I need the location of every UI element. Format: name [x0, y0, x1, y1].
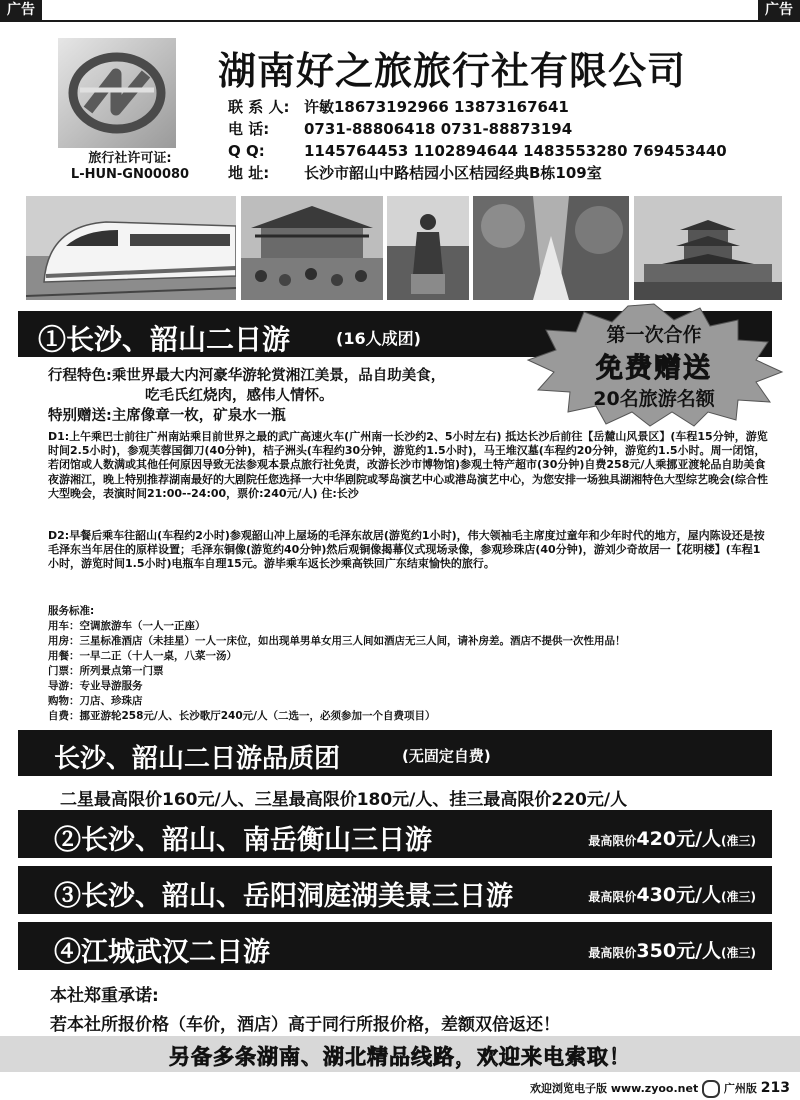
tour4-title: ④江城武汉二日游	[54, 937, 270, 968]
contact-qq	[228, 140, 727, 162]
services-title: 服务标准:	[48, 605, 95, 617]
top-divider	[0, 20, 800, 22]
tour2-title: ②长沙、韶山、南岳衡山三日游	[54, 825, 432, 856]
price-grade: (准三)	[721, 890, 756, 904]
price-grade: (准三)	[721, 946, 756, 960]
tour1-note: (16人成团)	[336, 329, 421, 348]
tour2-price	[588, 824, 756, 851]
promo-badge	[524, 302, 784, 428]
footer-edition: 广州版	[723, 1082, 757, 1095]
promo-line2: 免费赠送	[596, 353, 712, 384]
footer-browse: 欢迎浏览电子版	[530, 1082, 607, 1095]
tour2-header	[18, 810, 772, 858]
contact-value: 许敏18673192966 13873167641	[304, 98, 569, 116]
service-item: 自费：挪亚游轮258元/人、长沙歌厅240元/人（二选一，必须参加一个自费项目）	[48, 710, 436, 722]
price-label: 最高限价	[588, 946, 637, 960]
contact-person	[228, 96, 569, 118]
tour1-title: ①长沙、韶山二日游	[38, 323, 291, 356]
license-number: L-HUN-GN00080	[70, 167, 190, 182]
price-value: 350元/人	[636, 940, 722, 962]
service-item: 用房：三星标准酒店（未挂星）一人一床位，如出现单男单女用三人间如酒店无三人间，请补房差。酒店不提供一次性用品！	[48, 635, 626, 647]
contact-key: 地 址:	[228, 164, 270, 182]
logo-emblem-icon	[58, 38, 176, 148]
price-label: 最高限价	[588, 890, 637, 904]
bottom-banner-text: 另备多条湖南、湖北精品线路，欢迎来电索取！	[169, 1045, 631, 1069]
day2-label: D2:	[48, 529, 70, 542]
company-logo	[58, 38, 176, 148]
day2-text: 早餐后乘车往韶山(车程约2小时)参观韶山冲上屋场的毛泽东故居(游览约1小时)，伟大领袖毛主席度过童年和少年时代的地方，屋内陈设还是按毛泽东当年居住的原样设置；毛泽东铜像(游览约40分钟)然后观铜像揭幕仪式现场录像，参观珍珠店(40分钟)，游刘少奇故居一【花明楼】(车程1小时，游览时间1.5小时)电瓶车自理15元。游毕乘车返长沙乘高铁回广东结束愉快的旅行。	[48, 529, 765, 571]
service-item: 导游：专业导游服务	[48, 680, 143, 692]
quality-tour-header	[18, 730, 772, 776]
price-value: 420元/人	[636, 828, 722, 850]
quality-tour-note: (无固定自费)	[402, 747, 491, 765]
service-item: 门票：所列景点第一门票	[48, 665, 164, 677]
contact-key: 电 话:	[228, 120, 270, 138]
tour3-header	[18, 866, 772, 914]
day1-label: D1:	[48, 430, 70, 443]
contact-value: 0731-88806418 0731-88873194	[304, 120, 573, 138]
contact-key: 联 系 人:	[228, 98, 290, 116]
license-block	[40, 151, 220, 183]
contact-key: Q Q:	[228, 142, 265, 160]
service-item: 购物：刀店、珍珠店	[48, 695, 143, 707]
company-name: 湖南好之旅旅行社有限公司	[218, 48, 687, 93]
gift-label: 特别赠送:	[48, 408, 112, 424]
contact-value: 1145764453 1102894644 1483553280 769453440	[304, 142, 727, 160]
tour4-price	[588, 936, 756, 963]
tour3-price	[588, 880, 756, 907]
contact-address	[228, 162, 602, 184]
contact-phone	[228, 118, 572, 140]
photo-temple-crowd	[241, 196, 383, 300]
bottom-banner	[0, 1036, 800, 1072]
price-label: 最高限价	[588, 834, 637, 848]
promo-line1: 第一次合作	[606, 324, 702, 346]
promise-title: 本社郑重承诺:	[50, 986, 159, 1006]
feature-text: 乘世界最大内河豪华游轮赏湘江美景，品自助美食，	[111, 368, 446, 384]
tour3-title: ③长沙、韶山、岳阳洞庭湖美景三日游	[54, 881, 513, 912]
license-label: 旅行社许可证:	[88, 151, 172, 166]
ad-label-right: 广告	[758, 0, 800, 20]
tour4-header	[18, 922, 772, 970]
tour1-features	[48, 366, 445, 426]
photo-pagoda	[634, 196, 782, 300]
day1-text: 上午乘巴士前往广州南站乘目前世界之最的武广高速火车(广州南一长沙约2、5小时左右) 抵达长沙后前往【岳麓山风景区】(车程15分钟，游览时间2.5小时)，参观芙蓉国御刀(40分钟)，桔子洲头(车程约30分钟，游览约1.5小时)，马王堆汉墓(车程约20分钟，游览约1.5小时。周一闭馆，若闭馆或人数满或其他任何原因导致无法参观本景点旅行社免责，改游长沙市博物馆)参观土特产超市(30分钟)自费258元/人乘挪亚渡轮品自助美食夜游湘江，晚上特别推荐湖南最好的大剧院任您选择一大中华剧院或琴岛演艺中心或港岛演艺中心，为您安排一场独具湖湘特色大型综艺晚会(综合性大型晚会，表演时间21:00--24:00，票价:240元/人) 住:长沙	[48, 430, 769, 500]
photo-statue	[387, 196, 469, 300]
quality-tour-prices: 二星最高限价160元/人、三星最高限价180元/人、挂三最高限价220元/人	[60, 790, 628, 810]
page-number: 213	[760, 1080, 790, 1096]
contact-value: 长沙市韶山中路桔园小区桔园经典B栋109室	[304, 164, 602, 182]
service-item: 用餐：一早二正（十人一桌，八菜一汤）	[48, 650, 237, 662]
price-value: 430元/人	[636, 884, 722, 906]
footer-logo-icon	[702, 1080, 720, 1098]
footer-site[interactable]: www.zyoo.net	[610, 1082, 699, 1095]
photo-train	[26, 196, 236, 300]
itinerary-day2	[48, 529, 770, 572]
feature-label: 行程特色:	[48, 368, 112, 384]
price-grade: (准三)	[721, 834, 756, 848]
ad-label-left: 广告	[0, 0, 42, 20]
itinerary-day1	[48, 430, 770, 501]
gift-text: 主席像章一枚，矿泉水一瓶	[111, 408, 286, 424]
page-footer	[530, 1080, 790, 1098]
feature-text-2: 吃毛氏红烧肉，感伟人情怀。	[145, 388, 334, 404]
promo-line3: 20名旅游名额	[593, 388, 715, 410]
service-item: 用车：空调旅游车（一人一正座）	[48, 620, 206, 632]
photo-forest-path	[473, 196, 629, 300]
quality-tour-title: 长沙、韶山二日游品质团	[54, 744, 341, 774]
promise-text: 若本社所报价格（车价，酒店）高于同行所报价格，差额双倍返还！	[50, 1015, 560, 1035]
